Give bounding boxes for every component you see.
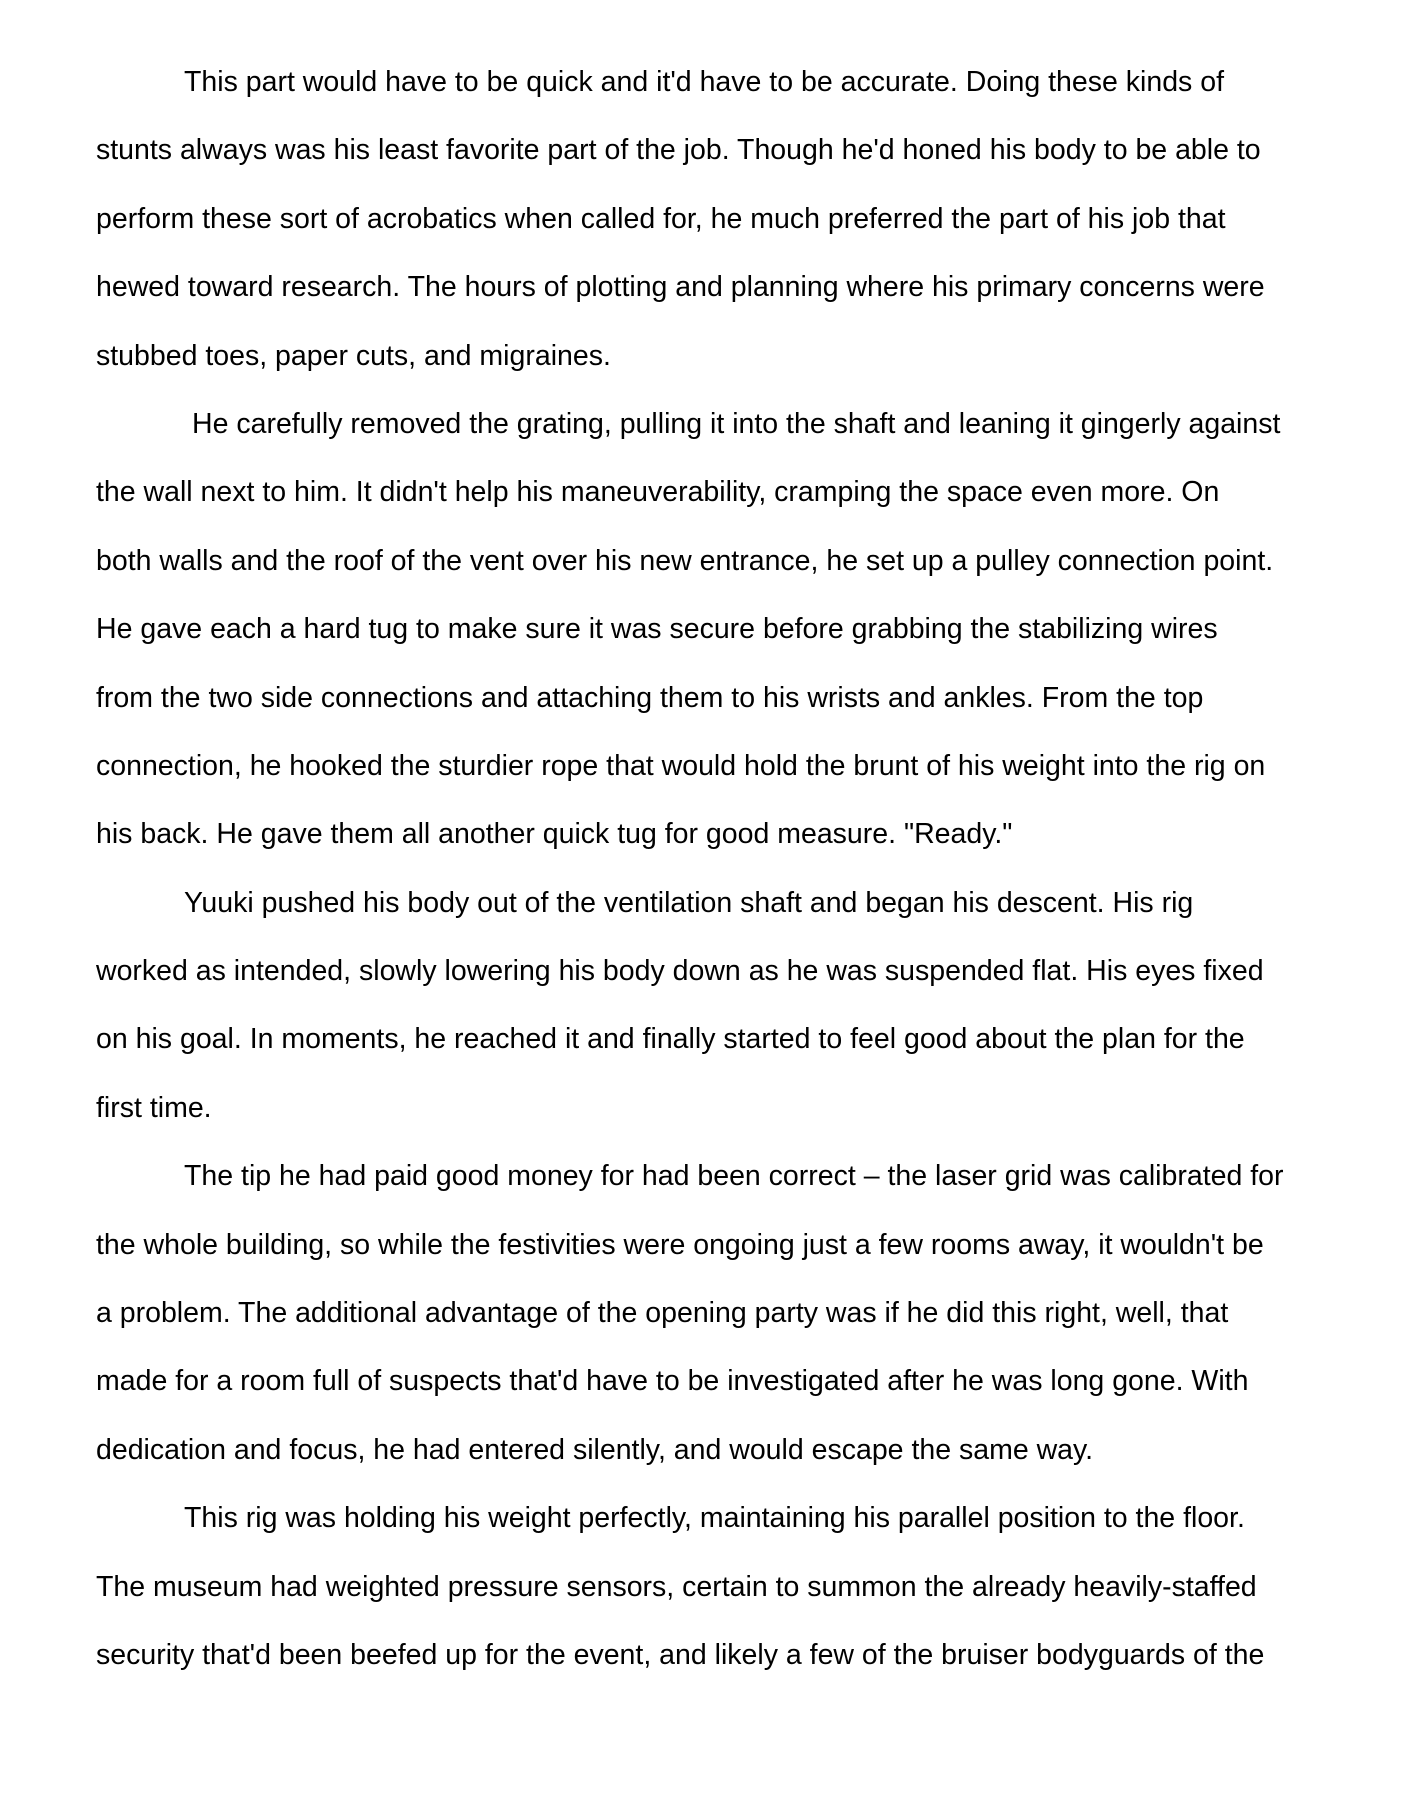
paragraph-line: the wall next to him. It didn't help his maneuverability, cramping the space even more. On	[96, 476, 1220, 509]
paragraph-line: hewed toward research. The hours of plotting and planning where his primary concerns were	[96, 271, 1265, 304]
paragraph-line: stunts always was his least favorite part of the job. Though he'd honed his body to be able to	[96, 134, 1261, 167]
paragraph-line: This part would have to be quick and it'd have to be accurate. Doing these kinds of	[184, 66, 1224, 98]
paragraph-line: dedication and focus, he had entered silently, and would escape the same way.	[96, 1433, 1094, 1466]
paragraph-line: worked as intended, slowly lowering his body down as he was suspended flat. His eyes fixed	[96, 955, 1264, 988]
paragraph-2	[96, 390, 1356, 869]
paragraph-1	[96, 48, 1356, 390]
paragraph-line: He carefully removed the grating, pulling it into the shaft and leaning it gingerly against	[192, 407, 1281, 440]
paragraph-5	[96, 1484, 1356, 1689]
paragraph-line: first time.	[96, 1091, 212, 1124]
paragraph-line: security that'd been beefed up for the event, and likely a few of the bruiser bodyguards of the	[96, 1638, 1265, 1671]
paragraph-line: a problem. The additional advantage of the opening party was if he did this right, well, that	[96, 1297, 1229, 1330]
paragraph-line: connection, he hooked the sturdier rope that would hold the brunt of his weight into the rig on	[96, 749, 1266, 782]
paragraph-line: The museum had weighted pressure sensors, certain to summon the already heavily-staffed	[96, 1570, 1257, 1603]
paragraph-line: on his goal. In moments, he reached it and finally started to feel good about the plan for the	[96, 1023, 1245, 1056]
paragraph-line: both walls and the roof of the vent over his new entrance, he set up a pulley connection point.	[96, 544, 1274, 577]
paragraph-line: the whole building, so while the festivities were ongoing just a few rooms away, it wouldn't be	[96, 1228, 1264, 1261]
paragraph-line: This rig was holding his weight perfectly, maintaining his parallel position to the floor.	[184, 1502, 1245, 1535]
paragraph-line: The tip he had paid good money for had been correct – the laser grid was calibrated for	[184, 1160, 1284, 1193]
document-page	[96, 48, 1356, 1689]
paragraph-line: Yuuki pushed his body out of the ventilation shaft and began his descent. His rig	[184, 886, 1194, 919]
paragraph-3	[96, 869, 1356, 1143]
paragraph-line: He gave each a hard tug to make sure it was secure before grabbing the stabilizing wires	[96, 613, 1218, 646]
paragraph-line: his back. He gave them all another quick tug for good measure. "Ready."	[96, 818, 1013, 851]
paragraph-4	[96, 1142, 1356, 1484]
paragraph-line: from the two side connections and attaching them to his wrists and ankles. From the top	[96, 681, 1204, 714]
paragraph-line: perform these sort of acrobatics when called for, he much preferred the part of his job that	[96, 202, 1226, 235]
paragraph-line: stubbed toes, paper cuts, and migraines.	[96, 339, 611, 372]
paragraph-line: made for a room full of suspects that'd have to be investigated after he was long gone. With	[96, 1365, 1249, 1398]
